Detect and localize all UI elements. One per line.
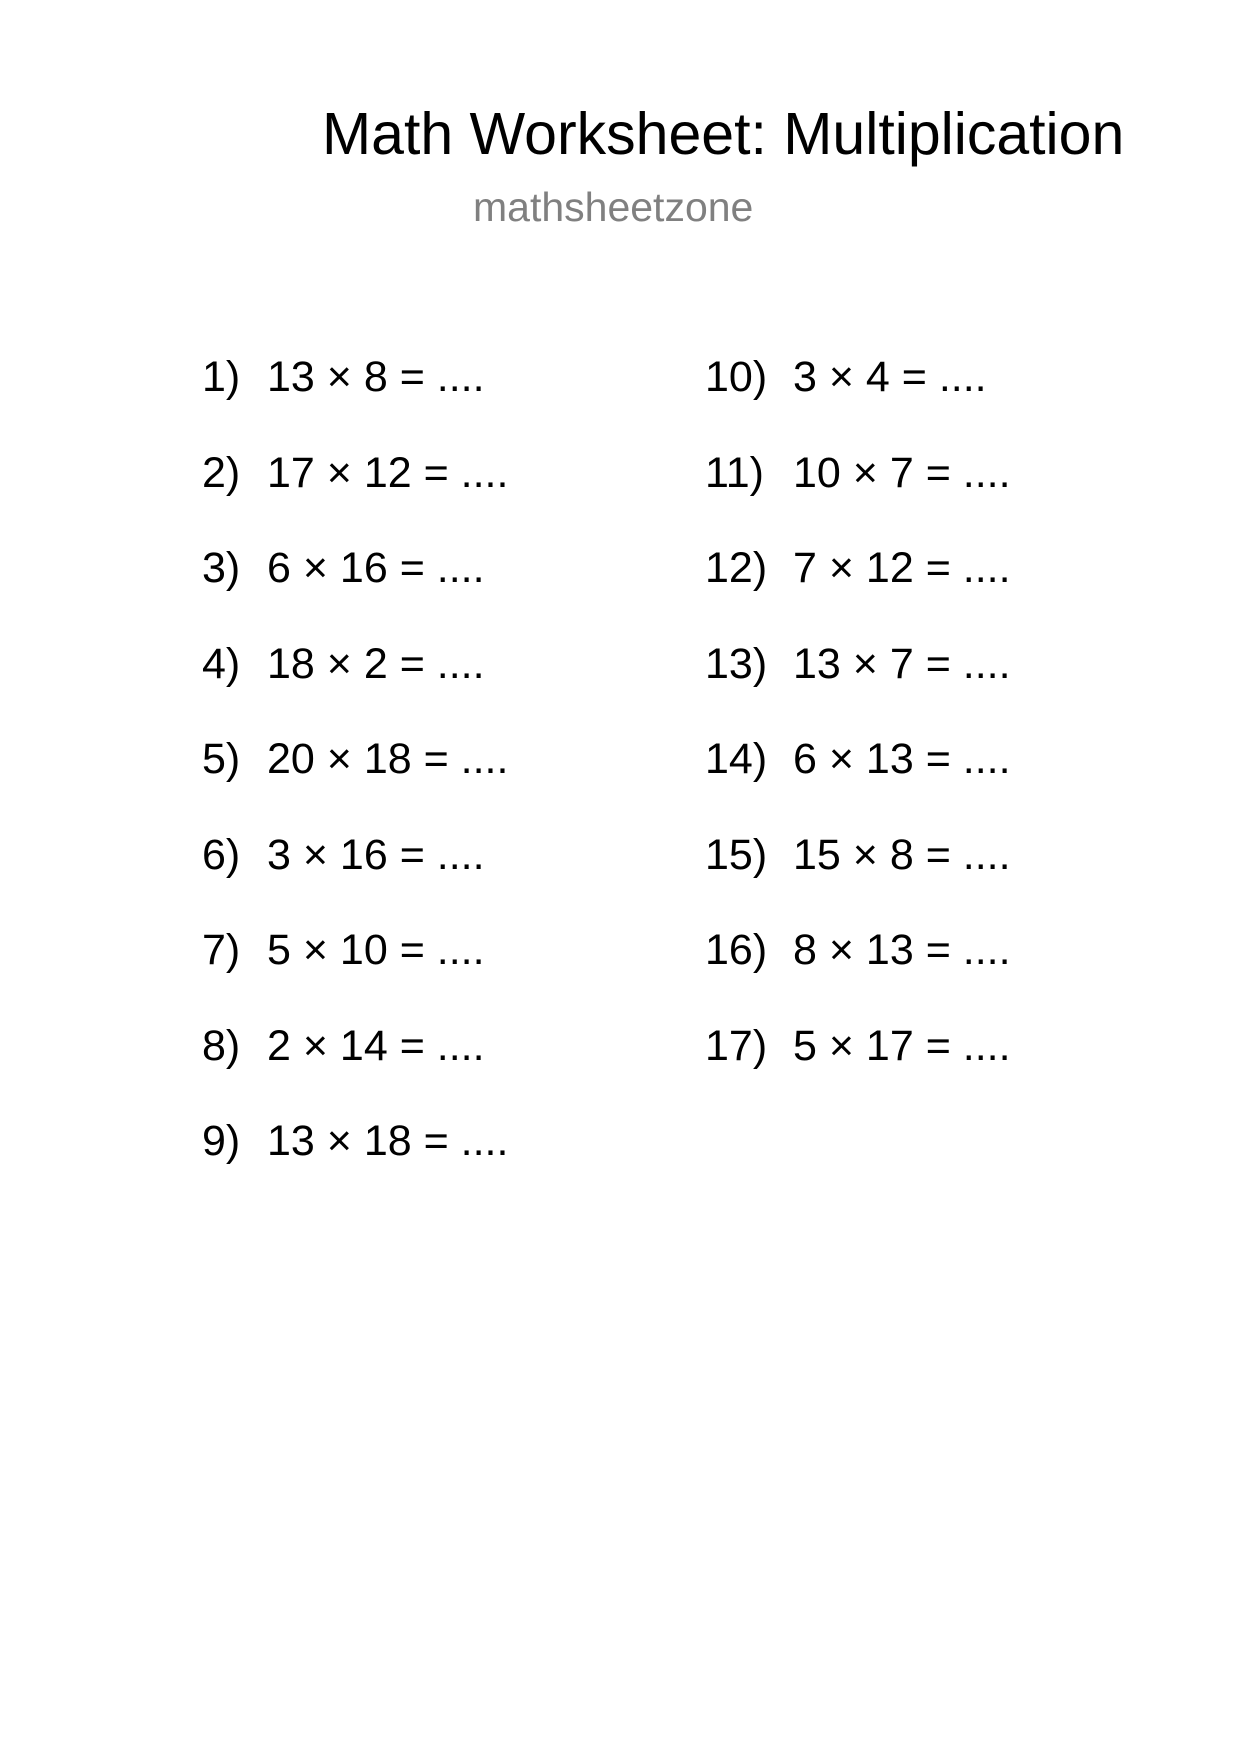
- problem-item: [202, 638, 508, 734]
- problem-expression: 20 × 18 = ....: [267, 735, 509, 783]
- problem-expression: 15 × 8 = ....: [793, 830, 1011, 879]
- problem-expression: 5 × 17 = ....: [793, 1021, 1011, 1070]
- problem-number: 2): [202, 448, 241, 497]
- problem-item: [705, 638, 1011, 734]
- problem-expression: 17 × 12 = ....: [267, 448, 509, 497]
- problem-number: 12): [705, 544, 768, 592]
- problem-item: [705, 733, 1011, 829]
- problem-number: 17): [705, 1021, 768, 1070]
- problem-number: 9): [202, 1117, 241, 1165]
- problem-expression: 3 × 16 = ....: [267, 830, 485, 879]
- worksheet-title: Math Worksheet: Multiplication: [322, 101, 1125, 167]
- problem-expression: 5 × 10 = ....: [267, 926, 485, 974]
- problem-number: 14): [705, 735, 768, 783]
- problem-expression: 13 × 18 = ....: [267, 1117, 509, 1165]
- problem-number: 11): [705, 448, 764, 497]
- problem-number: 6): [202, 830, 241, 879]
- problem-item: [705, 542, 1011, 638]
- problem-number: 7): [202, 926, 241, 974]
- problems-column-right: [705, 351, 1011, 1115]
- problem-item: [202, 1020, 508, 1116]
- problem-item: [705, 829, 1011, 925]
- worksheet-source: mathsheetzone: [473, 184, 754, 230]
- problem-number: 8): [202, 1021, 241, 1070]
- problem-item: [202, 733, 508, 829]
- problem-expression: 8 × 13 = ....: [793, 926, 1011, 974]
- problem-item: [202, 542, 508, 638]
- problem-expression: 6 × 16 = ....: [267, 544, 485, 592]
- problem-number: 13): [705, 639, 768, 688]
- problem-expression: 7 × 12 = ....: [793, 544, 1011, 592]
- problem-expression: 2 × 14 = ....: [267, 1021, 485, 1070]
- problem-number: 5): [202, 735, 241, 783]
- problem-item: [202, 351, 508, 447]
- problem-expression: 3 × 4 = ....: [793, 353, 987, 401]
- problem-expression: 18 × 2 = ....: [267, 639, 485, 688]
- problem-expression: 13 × 7 = ....: [793, 639, 1011, 688]
- problem-item: [705, 351, 1011, 447]
- problem-item: [202, 829, 508, 925]
- problem-item: [705, 1020, 1011, 1116]
- problem-number: 15): [705, 830, 768, 879]
- problem-number: 10): [705, 353, 768, 401]
- problem-item: [202, 924, 508, 1020]
- problems-column-left: [202, 351, 508, 1211]
- problem-expression: 10 × 7 = ....: [793, 448, 1011, 497]
- problem-item: [705, 447, 1011, 543]
- problem-number: 1): [202, 353, 241, 401]
- problem-item: [705, 924, 1011, 1020]
- problem-number: 4): [202, 639, 241, 688]
- problem-number: 3): [202, 544, 241, 592]
- problem-expression: 6 × 13 = ....: [793, 735, 1011, 783]
- problem-item: [202, 1115, 508, 1211]
- problem-number: 16): [705, 926, 768, 974]
- problem-expression: 13 × 8 = ....: [267, 353, 485, 401]
- problem-item: [202, 447, 508, 543]
